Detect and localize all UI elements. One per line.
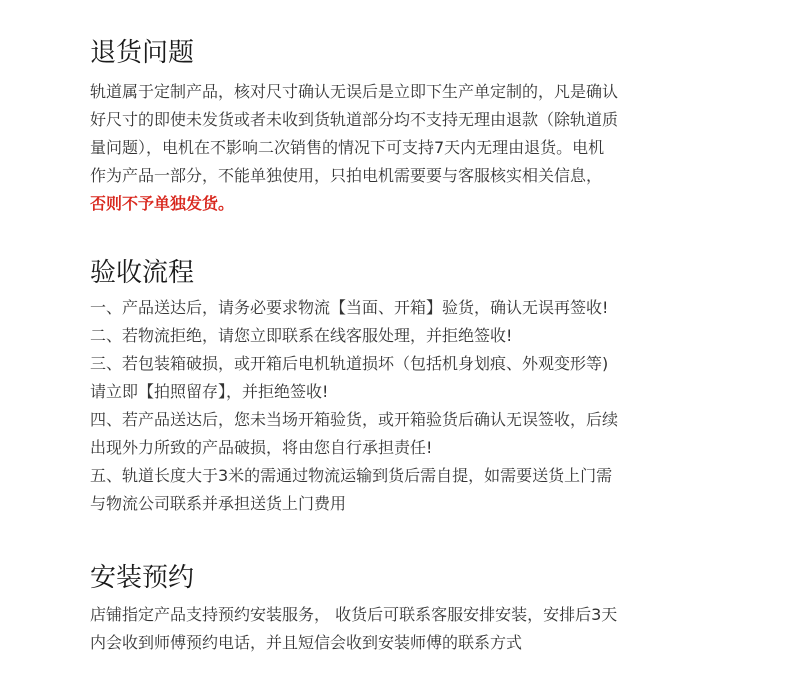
returns-line: 轨道属于定制产品，核对尺寸确认无误后是立即下生产单定制的，凡是确认 [90,82,619,101]
returns-line: 作为产品一部分，不能单独使用，只拍电机需要要与客服核实相关信息， [90,166,603,185]
inspection-title: 验收流程 [90,258,195,288]
installation-text [90,601,700,657]
inspection-line: 一、产品送达后，请务必要求物流【当面、开箱】验货，确认无误再签收! [90,298,609,317]
inspection-line: 二、若物流拒绝，请您立即联系在线客服处理，并拒绝签收! [90,326,513,345]
inspection-section [90,256,700,518]
returns-text [90,78,700,218]
inspection-line: 请立即【拍照留存】，并拒绝签收! [90,382,329,401]
returns-title: 退货问题 [90,38,195,68]
installation-section [90,561,700,657]
inspection-line: 五、轨道长度大于3米的需通过物流运输到货后需自提，如需要送货上门需 [90,466,613,485]
inspection-line: 四、若产品送达后，您未当场开箱验货，或开箱验货后确认无误签收，后续 [90,410,619,429]
returns-line: 量问题），电机在不影响二次销售的情况下可支持7天内无理由退货。电机 [90,138,605,157]
inspection-line: 与物流公司联系并承担送货上门费用 [90,494,347,513]
installation-line: 内会收到师傅预约电话，并且短信会收到安装师傅的联系方式 [90,633,523,652]
installation-line: 店铺指定产品支持预约安装服务， 收货后可联系客服安排安装，安排后3天 [90,605,618,624]
inspection-text [90,294,700,518]
returns-warning: 否则不予单独发货。 [90,194,235,213]
returns-line: 好尺寸的即使未发货或者未收到货轨道部分均不支持无理由退款（除轨道质 [90,110,619,129]
installation-title: 安装预约 [90,563,195,593]
inspection-line: 三、若包装箱破损，或开箱后电机轨道损坏（包括机身划痕、外观变形等) [90,354,609,373]
returns-section [90,36,700,218]
inspection-line: 出现外力所致的产品破损，将由您自行承担责任! [90,438,433,457]
